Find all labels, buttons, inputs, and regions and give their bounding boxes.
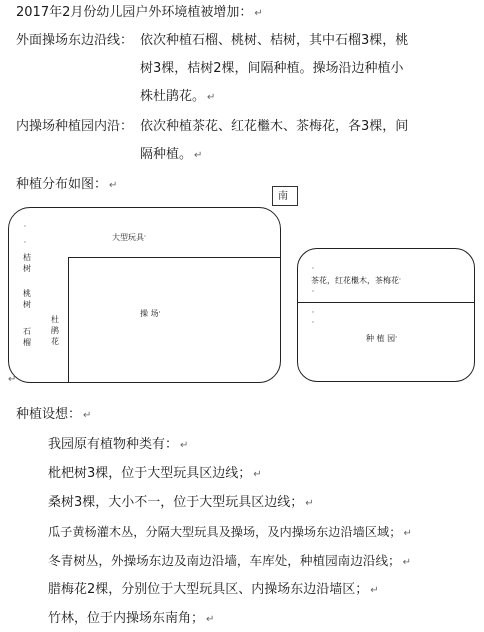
- list-item-text: 冬青树丛，外操场东边及南边沿墙，车库处，种植园南边沿线；: [48, 553, 401, 568]
- outer-line-2: 树3棵，桔树2棵，间隔种植。操场沿边种植小: [140, 61, 404, 76]
- garden-label: [366, 334, 397, 344]
- mark-r4: ': [312, 320, 314, 328]
- mark-r3: ': [312, 310, 314, 318]
- azalea-char-1: 杜: [51, 315, 59, 324]
- list-item-text: 桑树3棵，大小不一，位于大型玩具区边线；: [48, 495, 304, 510]
- outer-label: 外面操场东边沿线：: [16, 33, 134, 48]
- azalea-char-2: 鹃: [51, 326, 59, 335]
- list-intro-line: [48, 436, 188, 455]
- garden-text: 种 植 园: [366, 334, 396, 343]
- list-item: [48, 581, 379, 600]
- list-item-text: 瓜子黄杨灌木丛，分隔大型玩具及操场，及内操场东边沿墙区域；: [48, 525, 402, 539]
- list-item: [48, 610, 214, 629]
- azalea-labels: [50, 314, 60, 347]
- toy-area-text: 大型玩具: [112, 233, 144, 242]
- tree-labels: [22, 252, 32, 274]
- mark-tl: ': [24, 224, 26, 232]
- list-item: [48, 552, 411, 572]
- paragraph-mark: ↵: [180, 440, 189, 451]
- list-item-text: 腊梅花2棵，分别位于大型玩具区、内操场东边沿墙区；: [48, 582, 369, 597]
- plan-title-line: [16, 406, 91, 425]
- inner-line-2: 隔种植。: [140, 147, 193, 162]
- playground-label: [140, 309, 160, 319]
- paragraph-mark: ↵: [207, 92, 216, 103]
- list-item: [48, 494, 314, 513]
- paragraph-mark: ↵: [109, 180, 118, 191]
- plan-title: 种植设想：: [16, 407, 82, 422]
- tree-char-6: 榴: [23, 338, 31, 347]
- azalea-divider: [68, 257, 69, 382]
- paragraph-mark: ↵: [253, 469, 262, 480]
- paragraph-mark: ↵: [370, 585, 379, 596]
- azalea-char-3: 花: [51, 337, 59, 346]
- small-mark: ': [158, 310, 161, 318]
- paragraph-mark: ↵: [83, 410, 92, 421]
- small-mark: ': [399, 277, 401, 285]
- playground-text: 操 场: [140, 309, 159, 318]
- inner-line-2-wrap: [140, 146, 202, 165]
- outer-line-3-wrap: [140, 88, 215, 107]
- paragraph-mark: ↵: [403, 528, 412, 539]
- mark-r2: ': [312, 289, 314, 297]
- toy-area-label: [112, 233, 146, 243]
- inner-line-1: 依次种植茶花、红花檵木、茶梅花，各3棵，间: [140, 119, 409, 134]
- paragraph-mark: ↵: [305, 498, 314, 509]
- tree-char-3: 桃: [23, 289, 31, 298]
- small-mark: ': [395, 335, 398, 343]
- south-label: 南: [278, 191, 288, 202]
- after-diagram-mark: ↵: [8, 374, 17, 385]
- flower-label: [311, 276, 401, 286]
- list-item-text: 竹林，位于内操场东南角；: [48, 611, 205, 626]
- outer-line-1: 依次种植石榴、桃树、桔树，其中石榴3棵，桃: [140, 33, 409, 48]
- paragraph-mark: ↵: [194, 150, 203, 161]
- toy-area-divider: [68, 257, 280, 258]
- tree-labels-pomegranate: [22, 326, 32, 348]
- tree-labels-peach: [22, 288, 32, 310]
- small-mark: ': [144, 234, 146, 242]
- list-item: [48, 465, 262, 484]
- tree-char-4: 树: [23, 300, 31, 309]
- tree-char-5: 石: [23, 327, 31, 336]
- outer-line-3: 株杜鹃花。: [140, 89, 206, 104]
- mark-left-2: ': [24, 240, 26, 248]
- garden-divider: [298, 302, 474, 303]
- paragraph-mark: ↵: [206, 614, 215, 625]
- flower-text: 茶花，红花檵木，茶梅花: [311, 276, 399, 285]
- list-intro: 我园原有植物种类有：: [48, 437, 179, 452]
- diagram-caption: 种植分布如图：: [16, 177, 108, 192]
- paragraph-mark: ↵: [402, 557, 412, 568]
- intro-line: [16, 4, 263, 23]
- paragraph-mark: ↵: [254, 8, 263, 19]
- intro-text: 2017年2月份幼儿园户外环境植被增加：: [16, 5, 253, 20]
- list-item-text: 枇杷树3棵，位于大型玩具区边线；: [48, 466, 252, 481]
- tree-char-1: 桔: [23, 253, 31, 262]
- right-diagram: [297, 248, 475, 382]
- list-item: [48, 523, 412, 543]
- diagram-caption-line: [16, 176, 117, 195]
- tree-char-2: 树: [23, 264, 31, 273]
- mark-r1: ': [312, 266, 314, 274]
- inner-label: 内操场种植园内沿：: [16, 119, 134, 134]
- south-label-box: [272, 186, 298, 206]
